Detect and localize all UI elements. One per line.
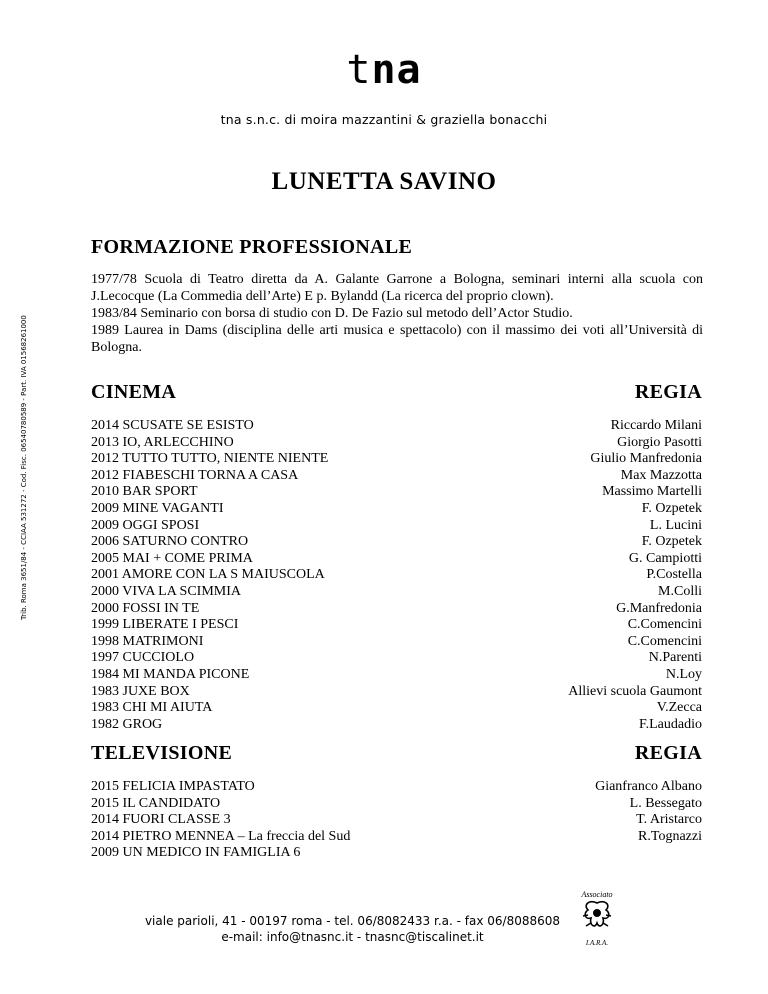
film-director: V.Zecca	[656, 700, 702, 716]
film-entry: 2012 FIABESCHI TORNA A CASA	[91, 467, 299, 483]
film-director: N.Loy	[665, 666, 702, 682]
film-entry: 1998 MATRIMONI	[91, 633, 204, 649]
legal-info-vertical: Trib. Roma 3651/84 - CCIAA 531272 - Cod. Fisc. 06540780589 - Part. IVA 01568261000	[20, 315, 28, 620]
formazione-line: 1977/78 Scuola di Teatro diretta da A. Galante Garrone a Bologna, seminari interni alla scuola con J.Lecocque (La Commedia dell’Arte) E p. Bylandd (La ricerca del proprio clown).	[91, 272, 703, 304]
association-label: Associato	[581, 890, 613, 899]
film-entry: 1983 CHI MI AIUTA	[91, 700, 213, 716]
televisione-regia-title: REGIA	[634, 742, 702, 764]
film-director: F.Laudadio	[638, 716, 702, 732]
film-director: Riccardo Milani	[610, 418, 702, 433]
formazione-title: FORMAZIONE PROFESSIONALE	[91, 236, 413, 258]
cinema-director-list	[568, 418, 702, 733]
film-entry: 1983 JUXE BOX	[91, 683, 190, 699]
film-entry: 2000 VIVA LA SCIMMIA	[91, 583, 242, 599]
film-director: Giulio Manfredonia	[590, 451, 702, 467]
film-entry: 1982 GROG	[91, 716, 163, 732]
tv-entry: 2009 UN MEDICO IN FAMIGLIA 6	[91, 845, 301, 861]
film-director: F. Ozpetek	[641, 534, 702, 550]
film-director: G. Campiotti	[628, 550, 702, 566]
film-director: Allievi scuola Gaumont	[568, 683, 702, 699]
film-director: C.Comencini	[627, 617, 702, 633]
film-director: N.Parenti	[648, 650, 702, 666]
formazione-text	[91, 271, 703, 356]
association-abbr: I.A.R.A.	[585, 939, 609, 947]
tv-director: R.Tognazzi	[638, 828, 702, 844]
association-emblem-icon	[579, 899, 615, 933]
cinema-regia-title: REGIA	[634, 381, 702, 403]
televisione-title: TELEVISIONE	[91, 742, 233, 764]
logo-light-text: t	[346, 47, 372, 93]
tv-entry: 2014 PIETRO MENNEA – La freccia del Sud	[91, 828, 351, 844]
tv-director: L. Bessegato	[629, 795, 702, 811]
film-entry: 2000 FOSSI IN TE	[91, 600, 200, 616]
film-entry: 1997 CUCCIOLO	[91, 650, 195, 666]
cinema-title: CINEMA	[91, 381, 177, 403]
film-entry: 2014 SCUSATE SE ESISTO	[91, 418, 254, 433]
tv-director: T. Aristarco	[636, 812, 702, 828]
association-badge	[575, 890, 619, 947]
company-name: tna s.n.c. di moira mazzantini & graziella bonacchi	[220, 112, 548, 127]
actor-name: LUNETTA SAVINO	[271, 168, 497, 195]
tv-entry: 2015 FELICIA IMPASTATO	[91, 779, 255, 794]
cinema-film-list	[91, 418, 328, 733]
tv-director: Gianfranco Albano	[595, 779, 702, 794]
film-entry: 2012 TUTTO TUTTO, NIENTE NIENTE	[91, 451, 329, 467]
film-entry: 2005 MAI + COME PRIMA	[91, 550, 253, 566]
film-entry: 2009 MINE VAGANTI	[91, 500, 224, 516]
film-director: F. Ozpetek	[641, 500, 702, 516]
logo-bold-text: na	[371, 47, 422, 93]
footer-address: viale parioli, 41 - 00197 roma - tel. 06/8082433 r.a. - fax 06/8088608	[144, 914, 561, 928]
tv-entry: 2014 FUORI CLASSE 3	[91, 812, 231, 828]
footer	[80, 913, 625, 945]
film-director: Giorgio Pasotti	[617, 434, 702, 450]
film-director: Massimo Martelli	[602, 484, 702, 500]
formazione-line: 1983/84 Seminario con borsa di studio con D. De Fazio sul metodo dell’Actor Studio.	[91, 306, 573, 321]
film-director: G.Manfredonia	[616, 600, 702, 616]
tv-entry: 2015 IL CANDIDATO	[91, 795, 221, 811]
film-entry: 2010 BAR SPORT	[91, 484, 198, 500]
formazione-line: 1989 Laurea in Dams (disciplina delle arti musica e spettacolo) con il massimo dei voti all’Università di Bologna.	[91, 323, 703, 355]
film-entry: 2013 IO, ARLECCHINO	[91, 434, 234, 450]
film-entry: 2006 SATURNO CONTRO	[91, 534, 249, 550]
film-director: Max Mazzotta	[620, 467, 702, 483]
film-director: P.Costella	[646, 567, 702, 583]
film-entry: 2001 AMORE CON LA S MAIUSCOLA	[91, 567, 325, 583]
company-logo	[0, 46, 768, 94]
film-director: M.Colli	[658, 583, 702, 599]
film-director: L. Lucini	[649, 517, 702, 533]
film-director: C.Comencini	[627, 633, 702, 649]
film-entry: 1999 LIBERATE I PESCI	[91, 617, 239, 633]
tv-director-list	[595, 779, 702, 845]
tv-show-list	[91, 779, 350, 862]
film-entry: 1984 MI MANDA PICONE	[91, 666, 250, 682]
footer-email: e-mail: info@tnasnc.it - tnasnc@tiscalinet.it	[221, 930, 484, 944]
film-entry: 2009 OGGI SPOSI	[91, 517, 200, 533]
